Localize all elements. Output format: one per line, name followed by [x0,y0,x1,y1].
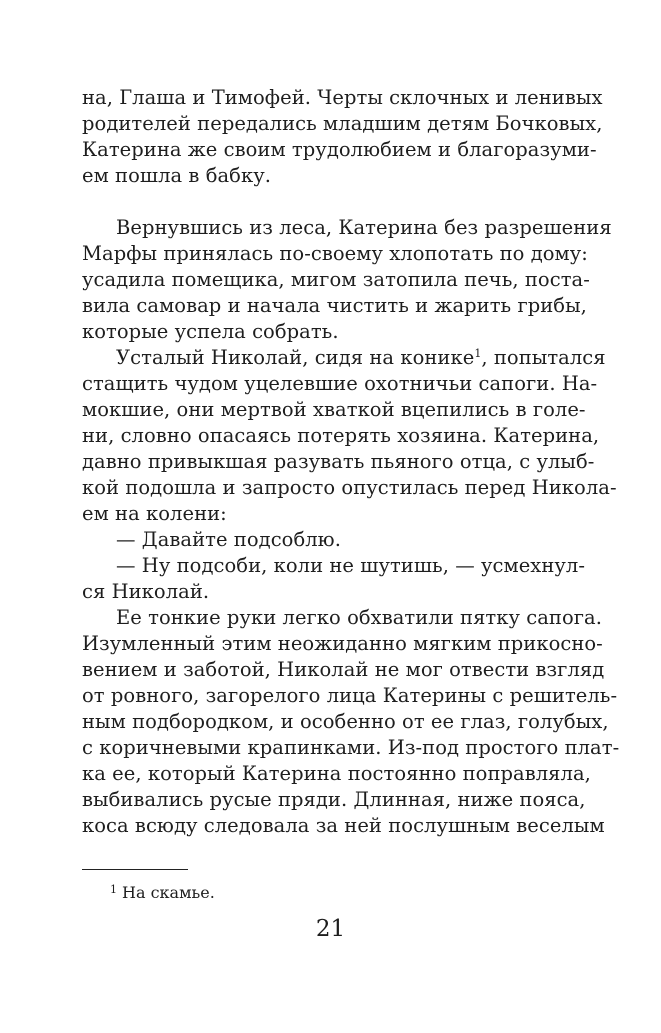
text-line: Катерина же своим трудолюбием и благоразуми- [82,138,597,161]
text-line: Вернувшись из леса, Катерина без разрешения [116,216,612,239]
text-line: ным подбородком, и особенно от ее глаз, голубых, [82,710,609,733]
text-line: ка ее, который Катерина постоянно поправляла, [82,762,591,785]
text-line: вила самовар и начала чистить и жарить грибы, [82,294,587,317]
text-line: ни, словно опасаясь потерять хозяина. Катерина, [82,424,600,447]
text-line: Изумленный этим неожиданно мягким прикосно- [82,632,603,655]
text-line: стащить чудом уцелевшие охотничьи сапоги. На- [82,372,598,395]
text-line: от ровного, загорелого лица Катерины с решитель- [82,684,618,707]
text-fragment: Усталый Николай, сидя на конике [116,346,475,369]
text-line: вением и заботой, Николай не мог отвести взгляд [82,658,605,681]
text-line: которые успела собрать. [82,320,339,343]
text-line: давно привыкшая разувать пьяного отца, с улыб- [82,450,595,473]
text-line: родителей передались младшим детям Бочковых, [82,112,603,135]
page-number: 21 [315,916,346,942]
dialogue-line: — Давайте подсоблю. [116,528,341,551]
text-line: ся Николай. [82,580,210,603]
footnote-text: На скамье. [122,883,215,902]
dialogue-line: — Ну подсоби, коли не шутишь, — усмехнул- [116,554,585,577]
text-line: выбивались русые пряди. Длинная, ниже пояса, [82,788,586,811]
text-line: Ее тонкие руки легко обхватили пятку сапога. [116,606,602,629]
footnote [110,879,215,904]
text-line: усадила помещика, мигом затопила печь, поста- [82,268,590,291]
text-line-with-footnote-ref [116,345,606,371]
text-fragment: , попытался [481,346,606,369]
footnote-mark: 1 [110,883,117,896]
footnote-reference: 1 [474,347,482,360]
text-line: с коричневыми крапинками. Из-под простого плат- [82,736,620,759]
text-line: Марфы принялась по-своему хлопотать по дому: [82,242,588,265]
text-line: ем пошла в бабку. [82,164,271,187]
text-line: кой подошла и запросто опустилась перед Никола- [82,476,617,499]
text-line: ем на колени: [82,502,227,525]
text-line: мокшие, они мертвой хваткой вцепились в голе- [82,398,586,421]
text-line: коса всюду следовала за ней послушным веселым [82,814,605,837]
text-line: на, Глаша и Тимофей. Черты склочных и ленивых [82,86,603,109]
footnote-divider [82,869,188,870]
